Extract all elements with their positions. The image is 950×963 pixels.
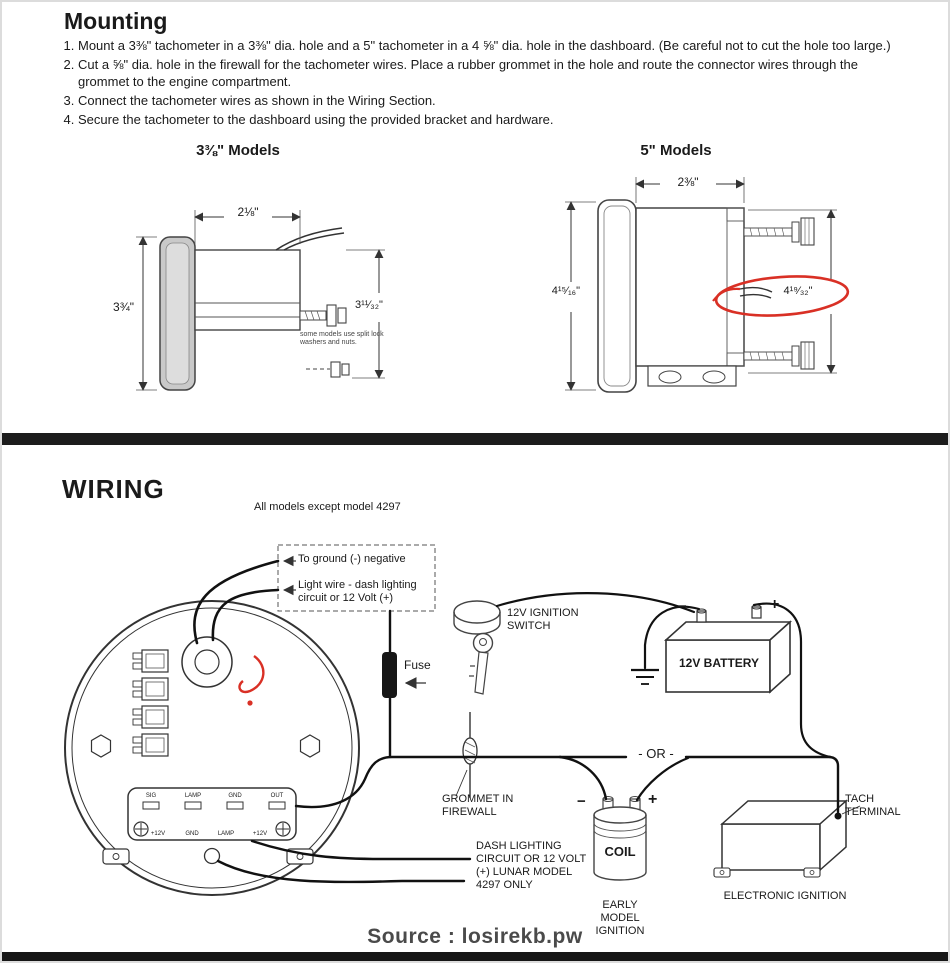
tachometer-rear-view xyxy=(65,601,359,895)
fuse-label: Fuse xyxy=(404,658,431,672)
hex-nut-left xyxy=(92,735,111,757)
battery-label: 12V BATTERY xyxy=(678,656,759,670)
mounting-steps xyxy=(58,38,892,131)
mounting-step-3: 3. Connect the tachometer wires as shown in the Wiring Section. xyxy=(78,93,892,109)
terminal-label-lamp: LAMP xyxy=(184,793,202,799)
all-models-note: All models except model 4297 xyxy=(254,501,401,513)
terminal-label-lamp2: LAMP xyxy=(217,831,235,837)
terminal-label-sig: SIG xyxy=(145,793,157,799)
watermark: Source : losirekb.pw xyxy=(367,925,583,948)
dash-lighting-label: DASH LIGHTING CIRCUIT OR 12 VOLT (+) LUNAR MODEL 4297 ONLY xyxy=(476,840,587,891)
electronic-ignition-label: ELECTRONIC IGNITION xyxy=(723,890,847,902)
coil-minus-sign: − xyxy=(577,793,586,810)
wiring-title: WIRING xyxy=(62,474,165,504)
mounting-title: Mounting xyxy=(64,8,168,34)
terminal-label-gnd2: GND xyxy=(185,831,199,837)
wiring-diagram xyxy=(65,545,860,895)
hex-nut-right xyxy=(301,735,320,757)
lock-washer-note: some models use split lock washers and nuts. xyxy=(300,331,384,347)
dimension-label: 3¹¹⁄₃₂" xyxy=(355,299,383,311)
mounting-foot-left xyxy=(103,849,129,864)
grommet-icon xyxy=(456,712,477,798)
dimension-label: 2⅛" xyxy=(237,205,259,219)
dimension-label: 3¾" xyxy=(113,300,134,314)
terminal-label-12v2: +12V xyxy=(252,831,268,837)
ground-wire-label: To ground (-) negative xyxy=(298,553,406,565)
mounting-step-4: 4. Secure the tachometer to the dashboard using the provided bracket and hardware. xyxy=(78,112,892,128)
battery-plus-sign: + xyxy=(770,596,780,613)
small-models-heading: 3⅜" Models xyxy=(196,142,280,159)
coil-plus-wire xyxy=(637,758,688,800)
fuse-icon xyxy=(382,652,397,698)
ground-icon xyxy=(631,670,659,684)
coil-plus-sign: + xyxy=(648,791,658,808)
dimension-label: 2⅜" xyxy=(677,175,699,189)
mounting-step-1: 1. Mount a 3⅜" tachometer in a 3⅜" dia. hole and a 5" tachometer in a 4 ⅝" dia. hole in the dashboard. (Be careful not to cut the hole too large.) xyxy=(78,38,892,54)
ignition-switch-label: 12V IGNITION SWITCH xyxy=(507,607,579,632)
light-wire-label: Light wire - dash lighting circuit or 12 Volt (+) xyxy=(298,579,417,604)
terminal-label-12v: +12V xyxy=(150,831,166,837)
dimension-label-circled: 4¹⁹⁄₃₂" xyxy=(783,285,813,297)
battery-icon xyxy=(666,605,790,692)
early-model-label: EARLY MODEL IGNITION xyxy=(595,899,645,937)
tach-terminal-dot xyxy=(835,813,842,820)
terminal-label-out: OUT xyxy=(270,793,284,799)
ignition-switch-icon xyxy=(454,601,500,694)
section-divider xyxy=(0,433,950,445)
terminal-label-gnd: GND xyxy=(228,793,242,799)
battery-minus-sign: − xyxy=(678,598,687,615)
grommet-label: GROMMET IN FIREWALL xyxy=(442,793,514,818)
coil-label: COIL xyxy=(604,844,636,859)
mounting-step-2: 2. Cut a ⅝" dia. hole in the firewall for the tachometer wires. Place a rubber grommet in the hole and route the connector wires through the grommet to the engine compartment. xyxy=(78,57,892,90)
large-models-heading: 5" Models xyxy=(640,142,712,159)
tach-terminal-label: TACH TERMINAL xyxy=(845,793,901,818)
dimension-label: 4¹⁵⁄₁₆" xyxy=(551,285,580,297)
coil-icon xyxy=(594,797,646,881)
bottom-bar xyxy=(0,952,950,963)
or-label: - OR - xyxy=(638,746,674,761)
